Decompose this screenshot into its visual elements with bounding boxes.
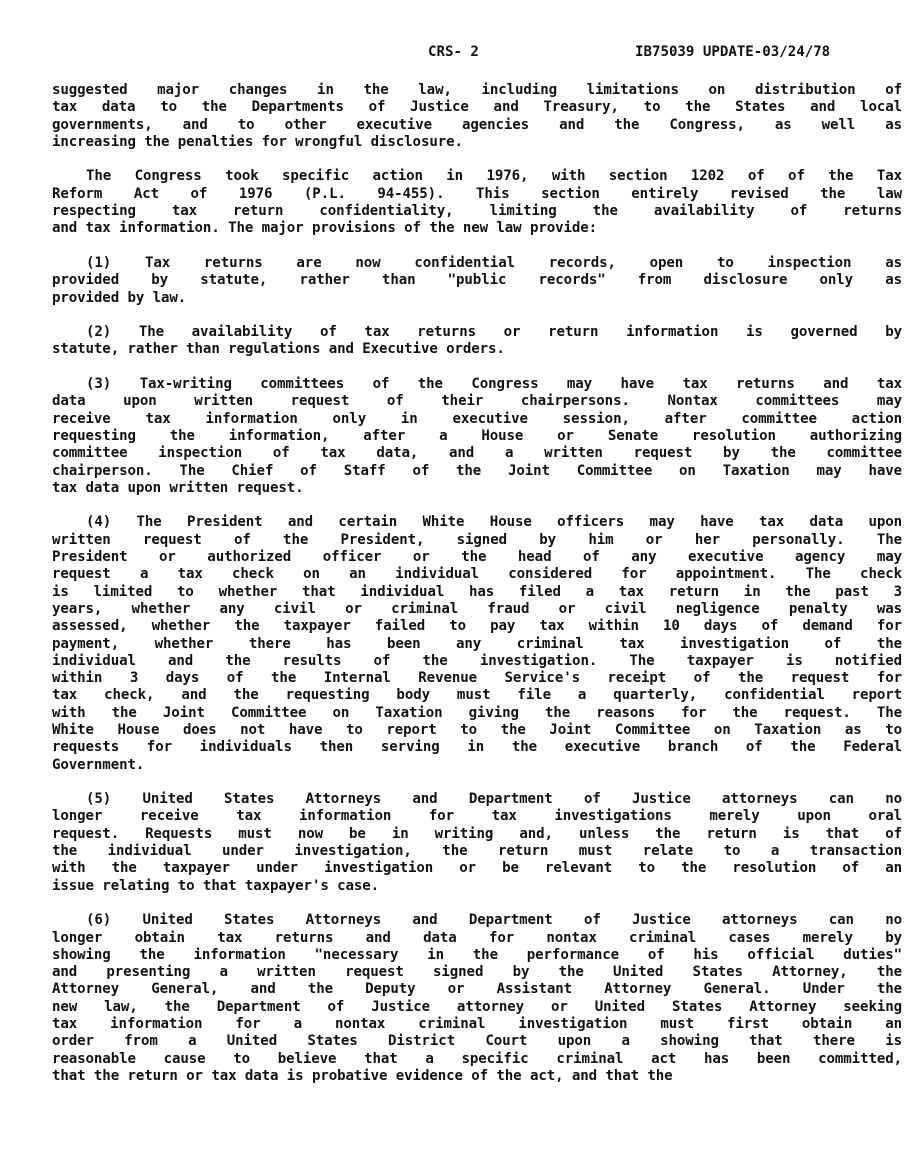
text-line: Reform Act of 1976 (P.L. 94-455). This section entirely revised the law xyxy=(52,185,902,202)
text-line: chairperson. The Chief of Staff of the Joint Committee on Taxation may have xyxy=(52,462,902,479)
paragraph xyxy=(52,82,902,151)
text-line: White House does not have to report to the Joint Committee on Taxation as to xyxy=(52,721,902,738)
report-number: CRS- 2 xyxy=(428,44,479,60)
text-line: Government. xyxy=(52,756,145,773)
text-line: provided by statute, rather than "public records" from disclosure only as xyxy=(52,272,902,289)
text-line: receive tax information only in executive session, after committee action xyxy=(52,410,902,427)
text-line: payment, whether there has been any criminal tax investigation of the xyxy=(52,635,902,652)
text-line: (4) The President and certain White House officers may have tax data upon xyxy=(86,514,902,531)
paragraph xyxy=(52,255,902,307)
text-line: with the taxpayer under investigation or be relevant to the resolution of an xyxy=(52,860,902,877)
text-line: tax check, and the requesting body must file a quarterly, confidential report xyxy=(52,687,902,704)
text-line: (3) Tax-writing committees of the Congress may have tax returns and tax xyxy=(86,376,902,393)
text-line: years, whether any civil or criminal fraud or civil negligence penalty was xyxy=(52,600,902,617)
text-line: requesting the information, after a House or Senate resolution authorizing xyxy=(52,427,902,444)
text-line: that the return or tax data is probative evidence of the act, and that the xyxy=(52,1067,673,1084)
text-line: individual and the results of the investigation. The taxpayer is notified xyxy=(52,652,902,669)
text-line: data upon written request of their chairpersons. Nontax committees may xyxy=(52,393,902,410)
text-line: requests for individuals then serving in the executive branch of the Federal xyxy=(52,739,902,756)
paragraph xyxy=(52,791,902,895)
text-line: request a tax check on an individual considered for appointment. The check xyxy=(52,566,902,583)
text-line: tax data to the Departments of Justice and Treasury, to the States and local xyxy=(52,99,902,116)
text-line: is limited to whether that individual has filed a tax return in the past 3 xyxy=(52,583,902,600)
text-line: (6) United States Attorneys and Department of Justice attorneys can no xyxy=(86,912,902,929)
text-line: increasing the penalties for wrongful disclosure. xyxy=(52,133,463,150)
page-header xyxy=(52,44,902,64)
text-line: (1) Tax returns are now confidential records, open to inspection as xyxy=(86,254,902,271)
text-line: showing the information "necessary in the performance of his official duties" xyxy=(52,946,902,963)
text-line: Attorney General, and the Deputy or Assistant Attorney General. Under the xyxy=(52,981,902,998)
text-line: issue relating to that taxpayer's case. xyxy=(52,877,380,894)
text-line: the individual under investigation, the return must relate to a transaction xyxy=(52,843,902,860)
text-line: The Congress took specific action in 1976, with section 1202 of of the Tax xyxy=(86,168,902,185)
text-line: committee inspection of tax data, and a written request by the committee xyxy=(52,445,902,462)
paragraph xyxy=(52,514,902,773)
text-line: provided by law. xyxy=(52,289,187,306)
text-line: suggested major changes in the law, including limitations on distribution of xyxy=(52,82,902,98)
paragraph xyxy=(52,168,902,237)
document-body xyxy=(52,82,902,1085)
text-line: assessed, whether the taxpayer failed to pay tax within 10 days of demand for xyxy=(52,618,902,635)
text-line: order from a United States District Court upon a showing that there is xyxy=(52,1033,902,1050)
text-line: longer receive tax information for tax investigations merely upon oral xyxy=(52,808,902,825)
text-line: tax data upon written request. xyxy=(52,479,304,496)
text-line: respecting tax return confidentiality, limiting the availability of returns xyxy=(52,203,902,220)
text-line: longer obtain tax returns and data for nontax criminal cases merely by xyxy=(52,929,902,946)
text-line: and tax information. The major provisions of the new law provide: xyxy=(52,220,598,237)
text-line: tax information for a nontax criminal investigation must first obtain an xyxy=(52,1016,902,1033)
text-line: with the Joint Committee on Taxation giving the reasons for the request. The xyxy=(52,704,902,721)
text-line: (5) United States Attorneys and Department of Justice attorneys can no xyxy=(86,791,902,808)
text-line: new law, the Department of Justice attorney or United States Attorney seeking xyxy=(52,998,902,1015)
paragraph xyxy=(52,912,902,1085)
text-line: written request of the President, signed by him or her personally. The xyxy=(52,531,902,548)
text-line: and presenting a written request signed by the United States Attorney, the xyxy=(52,964,902,981)
document-page xyxy=(52,44,902,1103)
issue-brief-update: IB75039 UPDATE-03/24/78 xyxy=(635,44,831,60)
paragraph xyxy=(52,324,902,359)
text-line: governments, and to other executive agencies and the Congress, as well as xyxy=(52,116,902,133)
text-line: reasonable cause to believe that a specific criminal act has been committed, xyxy=(52,1050,902,1067)
text-line: request. Requests must now be in writing and, unless the return is that of xyxy=(52,825,902,842)
text-line: statute, rather than regulations and Executive orders. xyxy=(52,341,505,358)
paragraph xyxy=(52,376,902,497)
text-line: (2) The availability of tax returns or return information is governed by xyxy=(86,324,902,341)
text-line: President or authorized officer or the head of any executive agency may xyxy=(52,549,902,566)
text-line: within 3 days of the Internal Revenue Service's receipt of the request for xyxy=(52,670,902,687)
